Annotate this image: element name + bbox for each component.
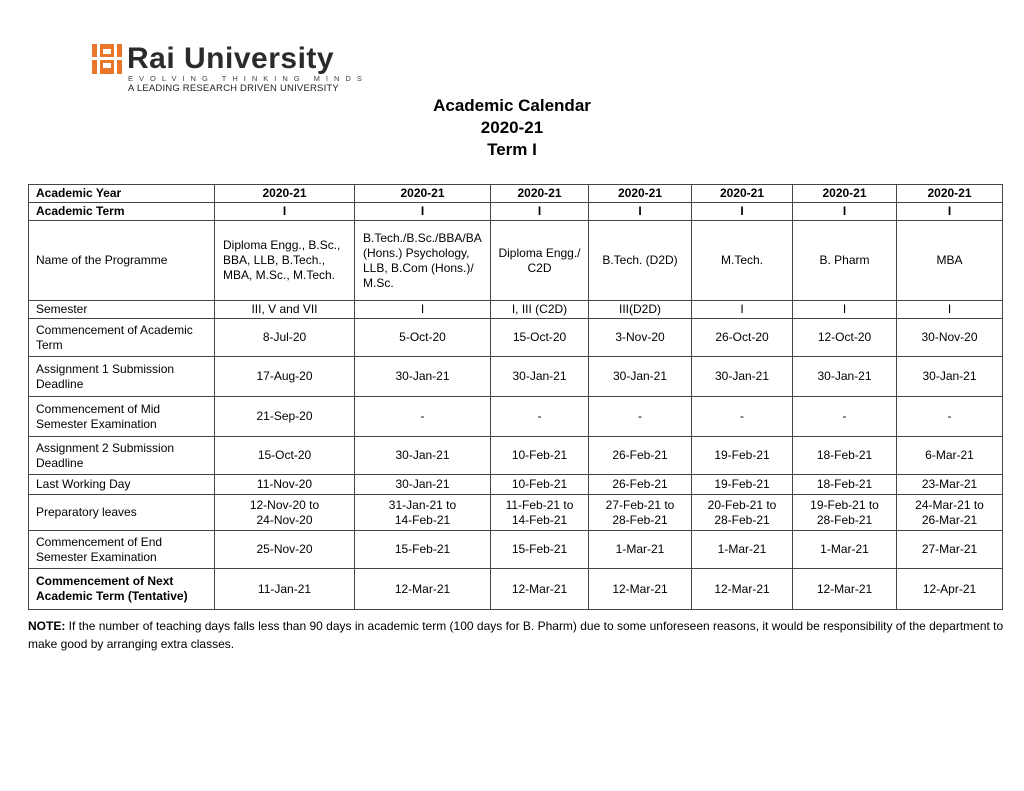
table-cell: I, III (C2D) <box>491 301 589 319</box>
table-cell: 23-Mar-21 <box>897 475 1003 495</box>
cell-line: 28-Feb-21 <box>612 512 668 527</box>
note-text: If the number of teaching days falls less than 90 days in academic term (100 days for B. Pharm) due to some unforeseen reasons, it would be responsibility of the department to make good by arranging extra classes. <box>28 619 1004 651</box>
table-cell: 12-Oct-20 <box>793 319 897 357</box>
cell-line: 14-Feb-21 <box>394 512 451 527</box>
table-row <box>29 357 1003 397</box>
table-row <box>29 475 1003 495</box>
table-cell: 12-Mar-21 <box>355 569 491 610</box>
table-row <box>29 397 1003 437</box>
table-cell: M.Tech. <box>692 221 793 301</box>
cell-line: 26-Mar-21 <box>921 512 978 527</box>
table-cell: 2020-21 <box>589 185 692 203</box>
row-label: Last Working Day <box>29 475 215 495</box>
table-cell: - <box>491 397 589 437</box>
table-cell: 5-Oct-20 <box>355 319 491 357</box>
row-label: Commencement of Mid Semester Examination <box>29 397 215 437</box>
table-cell: - <box>897 397 1003 437</box>
row-label: Semester <box>29 301 215 319</box>
row-label: Commencement of Next Academic Term (Tentative) <box>29 569 215 610</box>
table-cell: 21-Sep-20 <box>215 397 355 437</box>
table-cell: 30-Jan-21 <box>355 357 491 397</box>
table-cell: I <box>692 203 793 221</box>
table-cell: 11-Nov-20 <box>215 475 355 495</box>
table-cell: 30-Jan-21 <box>589 357 692 397</box>
table-cell: 26-Feb-21 <box>589 475 692 495</box>
table-row <box>29 437 1003 475</box>
table-row <box>29 185 1003 203</box>
table-cell <box>491 495 589 531</box>
table-cell: 27-Mar-21 <box>897 531 1003 569</box>
table-cell <box>589 495 692 531</box>
title-line-1: Academic Calendar <box>433 96 591 115</box>
cell-line: 14-Feb-21 <box>511 512 568 527</box>
table-cell: 19-Feb-21 <box>692 437 793 475</box>
table-cell: 12-Mar-21 <box>692 569 793 610</box>
table-cell: 19-Feb-21 <box>692 475 793 495</box>
table-cell: 26-Oct-20 <box>692 319 793 357</box>
table-cell: 10-Feb-21 <box>491 437 589 475</box>
table-cell: 15-Oct-20 <box>215 437 355 475</box>
university-tagline: A LEADING RESEARCH DRIVEN UNIVERSITY <box>128 83 339 94</box>
row-label: Assignment 1 Submission Deadline <box>29 357 215 397</box>
note-label: NOTE: <box>28 619 66 633</box>
table-cell: B.Tech. (D2D) <box>589 221 692 301</box>
table-cell: I <box>589 203 692 221</box>
table-cell: 15-Feb-21 <box>355 531 491 569</box>
table-cell: 11-Jan-21 <box>215 569 355 610</box>
table-cell: 18-Feb-21 <box>793 437 897 475</box>
table-cell: I <box>897 301 1003 319</box>
table-cell: - <box>589 397 692 437</box>
table-cell <box>215 495 355 531</box>
cell-line: 11-Feb-21 to <box>505 497 574 512</box>
academic-calendar-table <box>28 184 1003 610</box>
table-cell: - <box>793 397 897 437</box>
cell-line: 19-Feb-21 to <box>810 497 879 512</box>
table-cell: 12-Mar-21 <box>589 569 692 610</box>
table-cell: 12-Mar-21 <box>793 569 897 610</box>
table-cell: 30-Jan-21 <box>355 437 491 475</box>
table-cell: 25-Nov-20 <box>215 531 355 569</box>
cell-line: 12-Nov-20 to <box>249 497 320 512</box>
footnote <box>28 617 1008 653</box>
table-cell: - <box>692 397 793 437</box>
table-cell: 30-Nov-20 <box>897 319 1003 357</box>
cell-line: 24-Nov-20 <box>256 512 313 527</box>
table-cell: I <box>793 301 897 319</box>
table-cell: I <box>215 203 355 221</box>
table-cell: 2020-21 <box>692 185 793 203</box>
table-cell: - <box>355 397 491 437</box>
table-row <box>29 301 1003 319</box>
cell-line: 31-Jan-21 to <box>388 497 457 512</box>
table-cell: MBA <box>897 221 1003 301</box>
table-cell: 2020-21 <box>355 185 491 203</box>
table-cell: III(D2D) <box>589 301 692 319</box>
table-cell: III, V and VII <box>215 301 355 319</box>
table-cell: I <box>491 203 589 221</box>
table-cell: 2020-21 <box>897 185 1003 203</box>
cell-line: 28-Feb-21 <box>714 512 770 527</box>
table-cell: 30-Jan-21 <box>692 357 793 397</box>
table-cell: Diploma Engg./ C2D <box>491 221 589 301</box>
table-cell: 30-Jan-21 <box>897 357 1003 397</box>
table-cell: 17-Aug-20 <box>215 357 355 397</box>
table-cell: I <box>355 203 491 221</box>
table-cell: 8-Jul-20 <box>215 319 355 357</box>
cell-line: 27-Feb-21 to <box>605 497 675 512</box>
document-title <box>0 95 1024 161</box>
table-cell: I <box>355 301 491 319</box>
cell-line: 24-Mar-21 to <box>915 497 984 512</box>
table-cell: I <box>897 203 1003 221</box>
table-cell: 18-Feb-21 <box>793 475 897 495</box>
row-label: Commencement of End Semester Examination <box>29 531 215 569</box>
row-label: Preparatory leaves <box>29 495 215 531</box>
table-cell: 2020-21 <box>491 185 589 203</box>
table-cell: 2020-21 <box>215 185 355 203</box>
table-cell: 1-Mar-21 <box>793 531 897 569</box>
table-cell: B.Tech./B.Sc./BBA/BA (Hons.) Psychology, LLB, B.Com (Hons.)/ M.Sc. <box>355 221 491 301</box>
university-motto: EVOLVING THINKING MINDS <box>128 74 368 83</box>
cell-line: 20-Feb-21 to <box>707 497 777 512</box>
table-cell: 1-Mar-21 <box>692 531 793 569</box>
table-cell <box>897 495 1003 531</box>
title-line-3: Term I <box>487 140 537 159</box>
table-row <box>29 495 1003 531</box>
table-cell: 10-Feb-21 <box>491 475 589 495</box>
table-cell: 3-Nov-20 <box>589 319 692 357</box>
table-row <box>29 203 1003 221</box>
table-cell: 2020-21 <box>793 185 897 203</box>
table-cell: B. Pharm <box>793 221 897 301</box>
table-cell: 30-Jan-21 <box>793 357 897 397</box>
row-label: Assignment 2 Submission Deadline <box>29 437 215 475</box>
table-cell <box>355 495 491 531</box>
table-row <box>29 221 1003 301</box>
table-cell <box>793 495 897 531</box>
row-label: Academic Year <box>29 185 215 203</box>
table-cell: Diploma Engg., B.Sc., BBA, LLB, B.Tech., MBA, M.Sc., M.Tech. <box>215 221 355 301</box>
row-label: Academic Term <box>29 203 215 221</box>
university-logo <box>92 42 368 94</box>
table-row <box>29 569 1003 610</box>
table-row <box>29 531 1003 569</box>
row-label: Name of the Programme <box>29 221 215 301</box>
rai-emblem-icon <box>92 44 122 74</box>
table-cell: 12-Mar-21 <box>491 569 589 610</box>
table-cell: 6-Mar-21 <box>897 437 1003 475</box>
table-cell: I <box>793 203 897 221</box>
table-cell: 1-Mar-21 <box>589 531 692 569</box>
title-line-2: 2020-21 <box>480 118 544 137</box>
table-cell: 15-Oct-20 <box>491 319 589 357</box>
table-cell <box>692 495 793 531</box>
table-cell: 26-Feb-21 <box>589 437 692 475</box>
table-cell: 15-Feb-21 <box>491 531 589 569</box>
cell-line: 28-Feb-21 <box>816 512 873 527</box>
table-cell: 30-Jan-21 <box>355 475 491 495</box>
table-cell: 30-Jan-21 <box>491 357 589 397</box>
table-cell: I <box>692 301 793 319</box>
row-label: Commencement of Academic Term <box>29 319 215 357</box>
table-cell: 12-Apr-21 <box>897 569 1003 610</box>
table-row <box>29 319 1003 357</box>
university-name: Rai University <box>127 42 335 75</box>
